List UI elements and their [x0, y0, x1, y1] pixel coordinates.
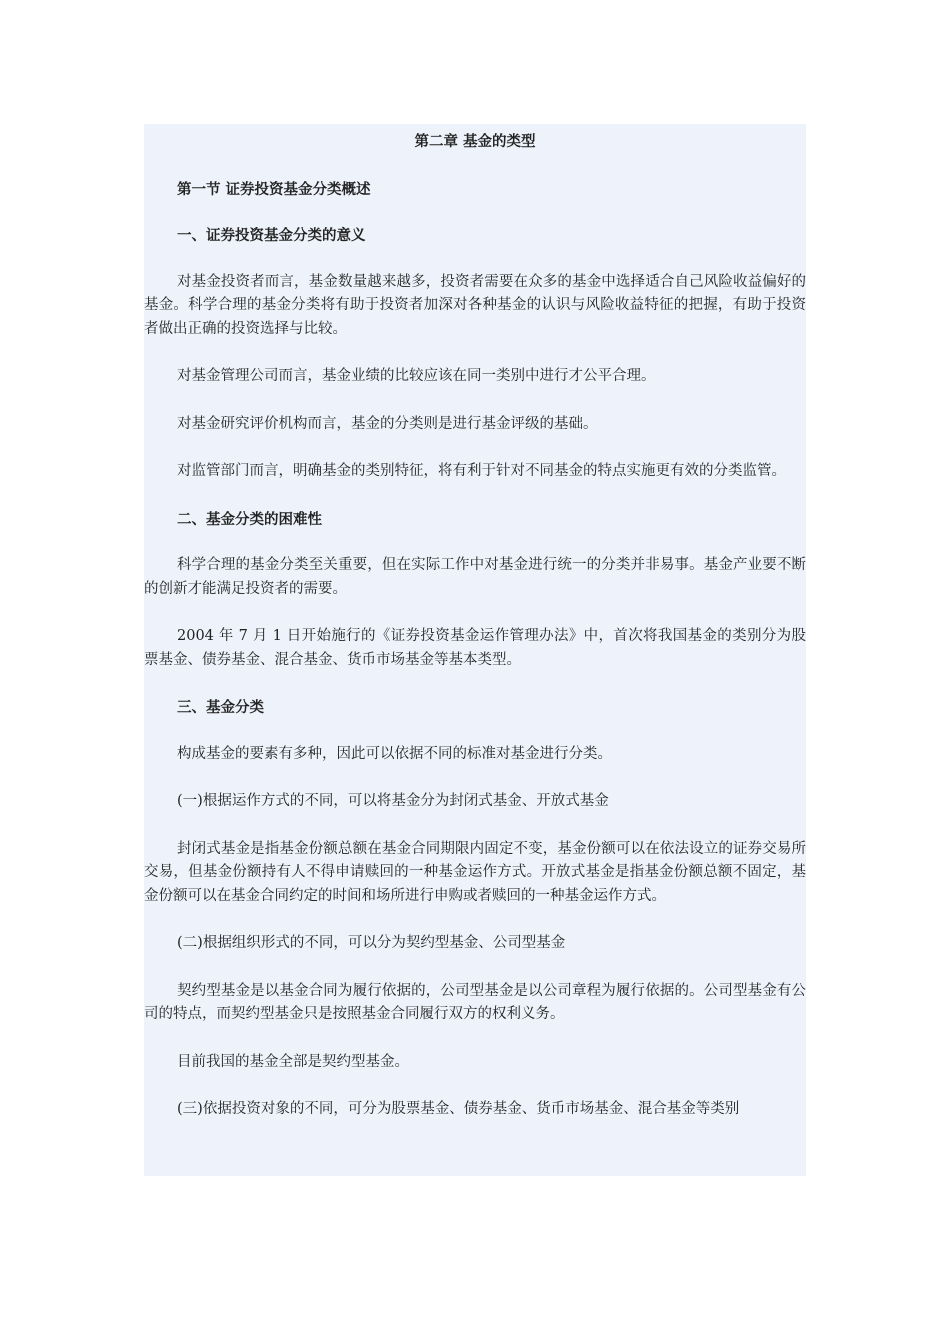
heading-significance: 一、证券投资基金分类的意义	[177, 227, 366, 244]
paragraph: 对基金投资者而言，基金数量越来越多，投资者需要在众多的基金中选择适合自己风险收益偏好的基金。科学合理的基金分类将有助于投资者加深对各种基金的认识与风险收益特征的把握，有助于投资者做出正确的投资选择与比较。	[144, 273, 806, 337]
paragraph: 科学合理的基金分类至关重要，但在实际工作中对基金进行统一的分类并非易事。基金产业要不断的创新才能满足投资者的需要。	[144, 557, 806, 597]
document-body	[144, 124, 806, 1176]
paragraph: 封闭式基金是指基金份额总额在基金合同期限内固定不变，基金份额可以在依法设立的证券交易所交易，但基金份额持有人不得申请赎回的一种基金运作方式。开放式基金是指基金份额总额不固定，基金份额可以在基金合同约定的时间和场所进行申购或者赎回的一种基金运作方式。	[144, 840, 806, 904]
paragraph: 对基金研究评价机构而言，基金的分类则是进行基金评级的基础。	[177, 415, 598, 432]
heading-classification: 三、基金分类	[177, 699, 264, 716]
paragraph: 契约型基金是以基金合同为履行依据的，公司型基金是以公司章程为履行依据的。公司型基金有公司的特点，而契约型基金只是按照基金合同履行双方的权利义务。	[144, 982, 806, 1022]
paragraph: 对监管部门而言，明确基金的类别特征，将有利于针对不同基金的特点实施更有效的分类监管。	[177, 463, 786, 479]
paragraph: 目前我国的基金全部是契约型基金。	[177, 1053, 409, 1070]
paragraph: (一)根据运作方式的不同，可以将基金分为封闭式基金、开放式基金	[177, 793, 609, 809]
paragraph: (二)根据组织形式的不同，可以分为契约型基金、公司型基金	[177, 935, 566, 951]
heading-difficulty: 二、基金分类的困难性	[177, 510, 322, 528]
paragraph: 对基金管理公司而言，基金业绩的比较应该在同一类别中进行才公平合理。	[177, 368, 656, 384]
section-title: 第一节 证券投资基金分类概述	[177, 180, 371, 198]
paragraph: 构成基金的要素有多种，因此可以依据不同的标准对基金进行分类。	[177, 745, 612, 762]
paragraph: 2004 年 7 月 1 日开始施行的《证券投资基金运作管理办法》中，首次将我国基金的类别分为股票基金、债券基金、混合基金、货币市场基金等基本类型。	[144, 628, 806, 668]
paragraph: (三)依据投资对象的不同，可分为股票基金、债券基金、货币市场基金、混合基金等类别	[177, 1101, 740, 1117]
chapter-title: 第二章 基金的类型	[414, 133, 536, 150]
